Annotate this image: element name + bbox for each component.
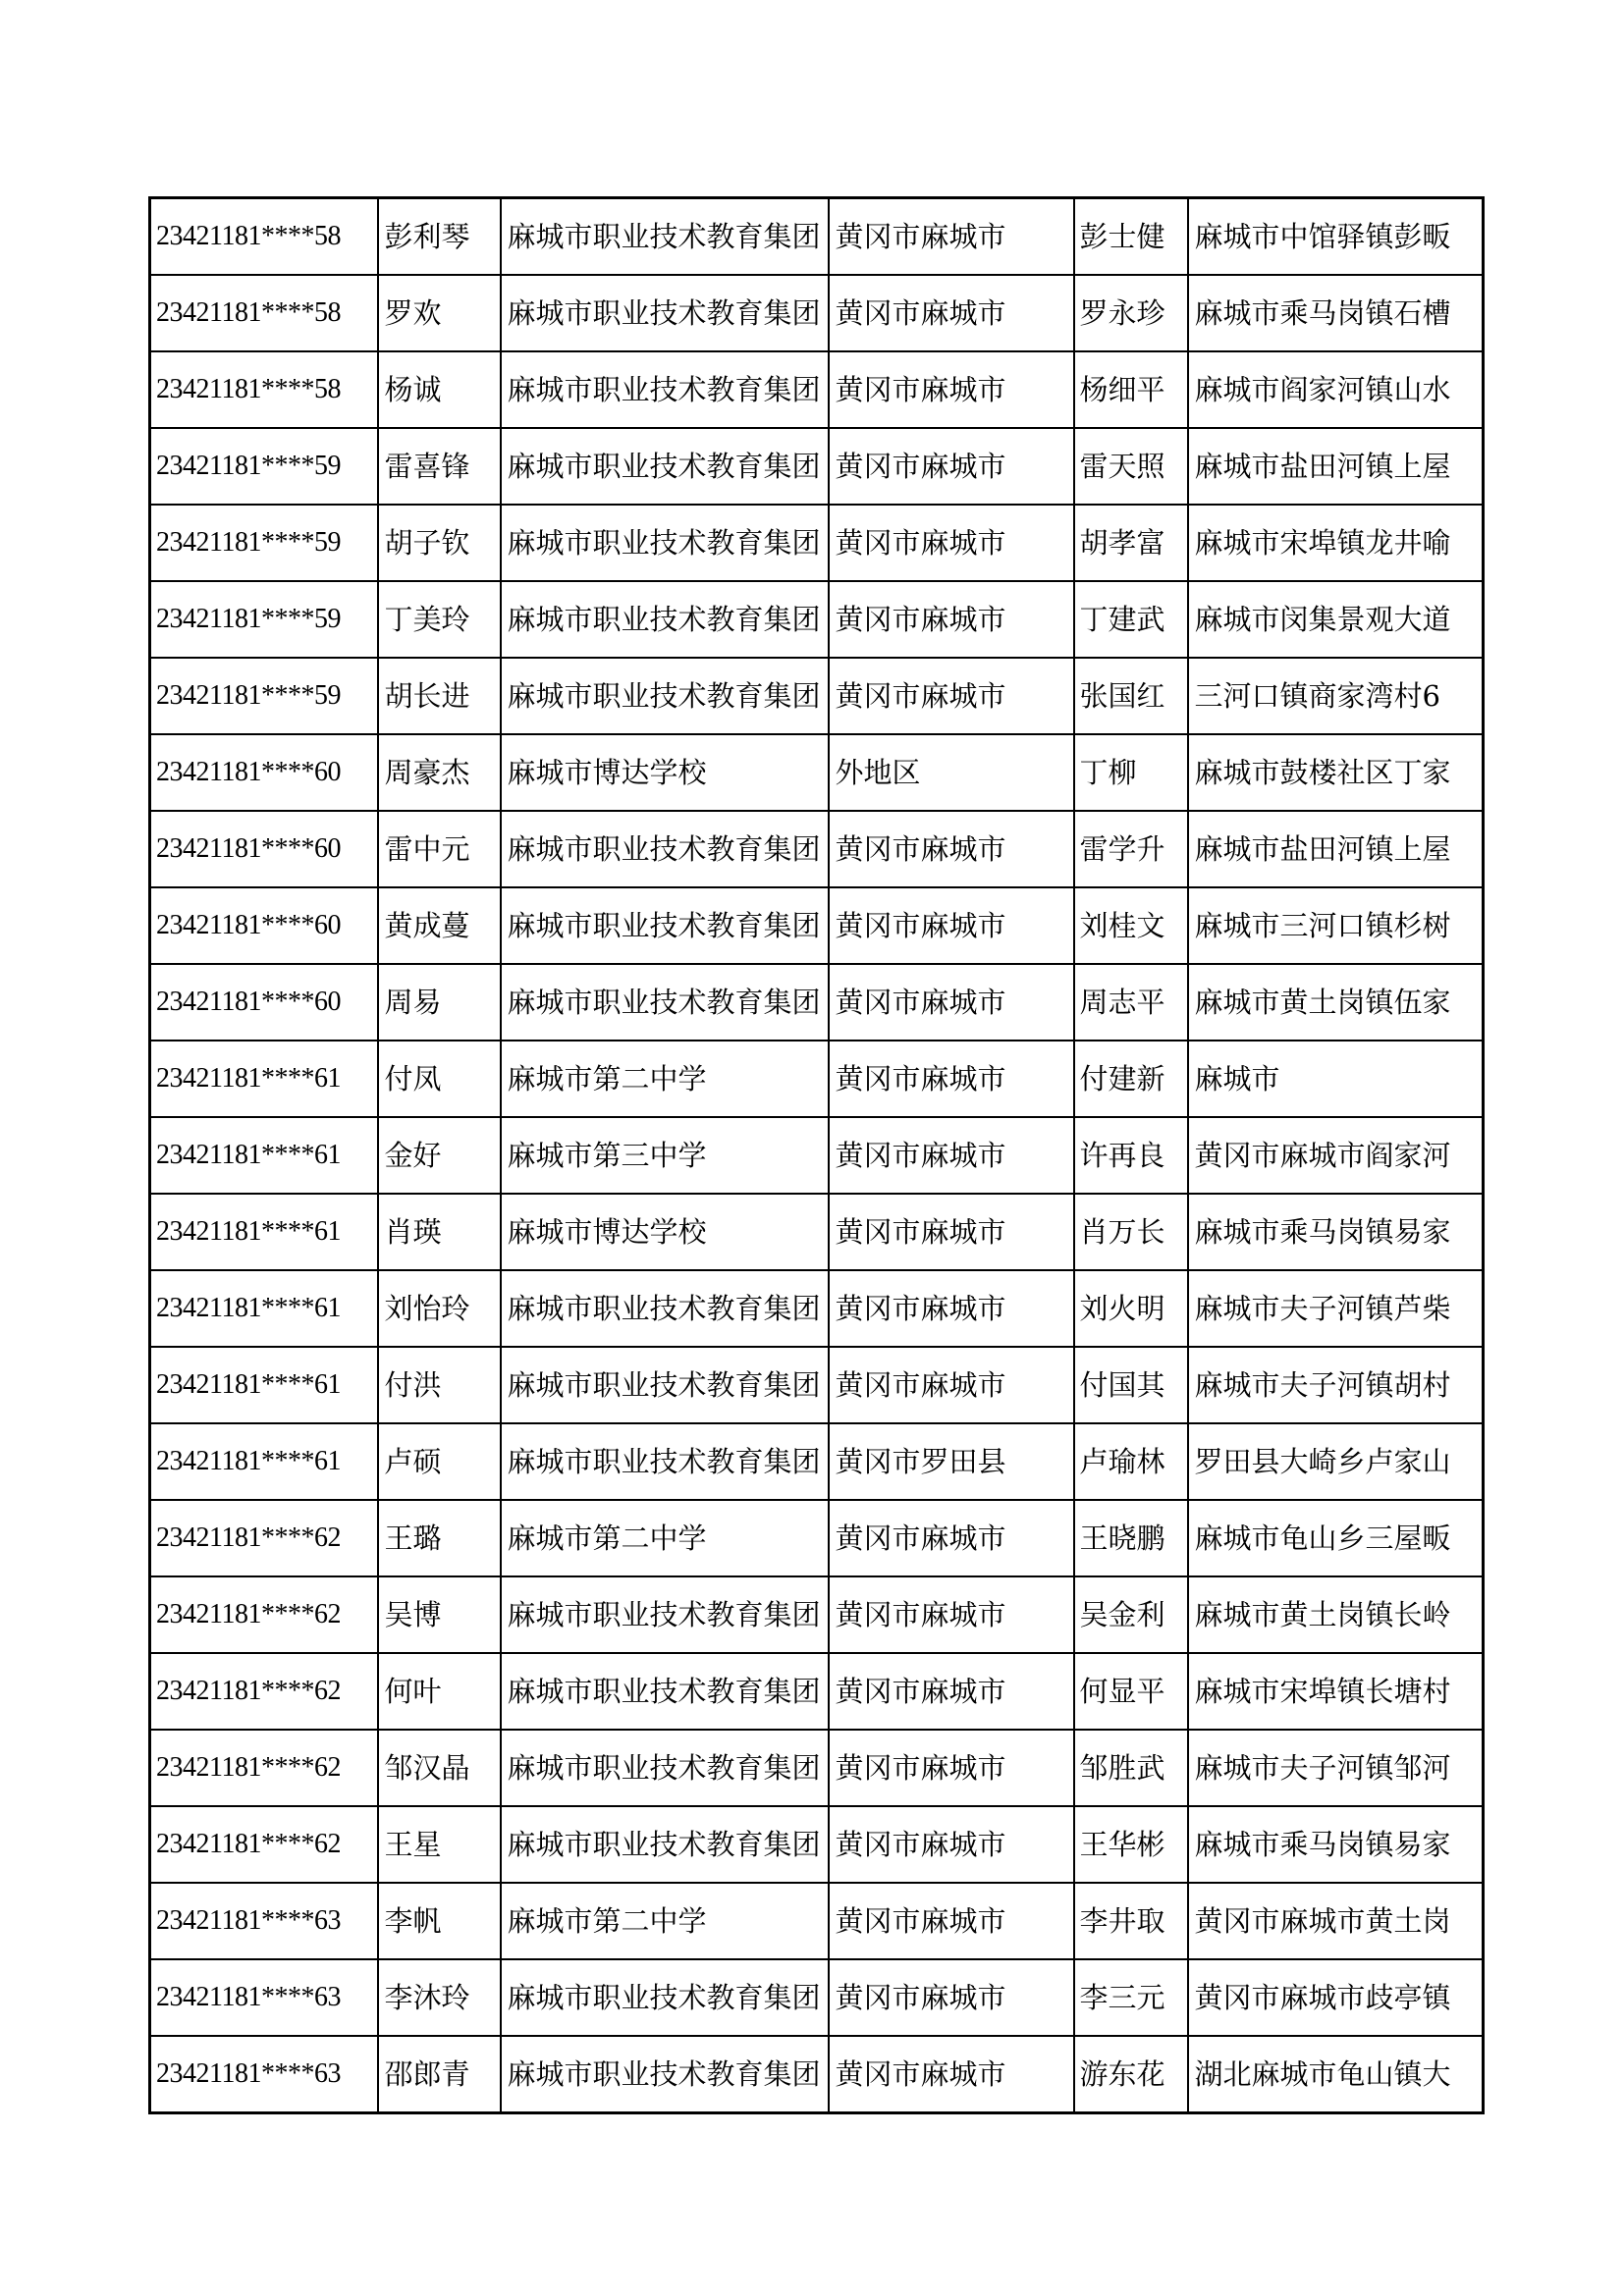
school-cell: 麻城市职业技术教育集团	[501, 1959, 829, 2036]
student-name-cell: 肖瑛	[378, 1194, 501, 1270]
table-row	[150, 1423, 1484, 1500]
guardian-name-cell: 周志平	[1074, 964, 1188, 1041]
guardian-name-cell: 刘火明	[1074, 1270, 1188, 1347]
school-cell: 麻城市第二中学	[501, 1500, 829, 1576]
table-row	[150, 428, 1484, 505]
student-id-cell: 23421181****61	[150, 1041, 378, 1117]
table-row	[150, 1500, 1484, 1576]
student-name-cell: 何叶	[378, 1653, 501, 1730]
student-id-cell: 23421181****62	[150, 1730, 378, 1806]
school-cell: 麻城市职业技术教育集团	[501, 1730, 829, 1806]
region-cell: 黄冈市麻城市	[829, 198, 1074, 276]
table-row	[150, 351, 1484, 428]
address-cell: 麻城市	[1188, 1041, 1484, 1117]
school-cell: 麻城市职业技术教育集团	[501, 581, 829, 658]
table-row	[150, 1194, 1484, 1270]
guardian-name-cell: 何显平	[1074, 1653, 1188, 1730]
address-cell: 麻城市阎家河镇山水	[1188, 351, 1484, 428]
region-cell: 黄冈市麻城市	[829, 964, 1074, 1041]
school-cell: 麻城市职业技术教育集团	[501, 275, 829, 351]
student-id-cell: 23421181****62	[150, 1806, 378, 1883]
table-row	[150, 275, 1484, 351]
school-cell: 麻城市职业技术教育集团	[501, 351, 829, 428]
region-cell: 黄冈市麻城市	[829, 887, 1074, 964]
student-name-cell: 付凤	[378, 1041, 501, 1117]
address-cell: 麻城市夫子河镇芦柴	[1188, 1270, 1484, 1347]
guardian-name-cell: 许再良	[1074, 1117, 1188, 1194]
guardian-name-cell: 雷天照	[1074, 428, 1188, 505]
table-row	[150, 1041, 1484, 1117]
address-cell: 麻城市三河口镇杉树	[1188, 887, 1484, 964]
table-row	[150, 1117, 1484, 1194]
student-name-cell: 黄成蔓	[378, 887, 501, 964]
school-cell: 麻城市职业技术教育集团	[501, 964, 829, 1041]
student-id-cell: 23421181****63	[150, 1959, 378, 2036]
school-cell: 麻城市职业技术教育集团	[501, 887, 829, 964]
address-cell: 麻城市乘马岗镇石槽	[1188, 275, 1484, 351]
address-cell: 黄冈市麻城市歧亭镇	[1188, 1959, 1484, 2036]
table-row	[150, 887, 1484, 964]
guardian-name-cell: 肖万长	[1074, 1194, 1188, 1270]
region-cell: 黄冈市麻城市	[829, 658, 1074, 734]
guardian-name-cell: 吴金利	[1074, 1576, 1188, 1653]
guardian-name-cell: 李三元	[1074, 1959, 1188, 2036]
school-cell: 麻城市职业技术教育集团	[501, 428, 829, 505]
region-cell: 黄冈市麻城市	[829, 1653, 1074, 1730]
region-cell: 黄冈市麻城市	[829, 505, 1074, 581]
region-cell: 黄冈市麻城市	[829, 1883, 1074, 1959]
guardian-name-cell: 丁柳	[1074, 734, 1188, 811]
guardian-name-cell: 罗永珍	[1074, 275, 1188, 351]
address-cell: 黄冈市麻城市阎家河	[1188, 1117, 1484, 1194]
school-cell: 麻城市职业技术教育集团	[501, 811, 829, 887]
student-id-cell: 23421181****61	[150, 1194, 378, 1270]
table-row	[150, 734, 1484, 811]
student-id-cell: 23421181****62	[150, 1576, 378, 1653]
region-cell: 黄冈市麻城市	[829, 1194, 1074, 1270]
table-row	[150, 581, 1484, 658]
address-cell: 麻城市鼓楼社区丁家	[1188, 734, 1484, 811]
student-name-cell: 邵郎青	[378, 2036, 501, 2113]
guardian-name-cell: 彭士健	[1074, 198, 1188, 276]
region-cell: 黄冈市麻城市	[829, 351, 1074, 428]
guardian-name-cell: 李井取	[1074, 1883, 1188, 1959]
region-cell: 外地区	[829, 734, 1074, 811]
student-id-cell: 23421181****59	[150, 505, 378, 581]
region-cell: 黄冈市麻城市	[829, 1270, 1074, 1347]
guardian-name-cell: 王华彬	[1074, 1806, 1188, 1883]
school-cell: 麻城市职业技术教育集团	[501, 198, 829, 276]
address-cell: 黄冈市麻城市黄土岗	[1188, 1883, 1484, 1959]
region-cell: 黄冈市麻城市	[829, 1576, 1074, 1653]
region-cell: 黄冈市麻城市	[829, 1117, 1074, 1194]
school-cell: 麻城市职业技术教育集团	[501, 1576, 829, 1653]
student-name-cell: 吴博	[378, 1576, 501, 1653]
school-cell: 麻城市职业技术教育集团	[501, 2036, 829, 2113]
roster-body	[150, 198, 1484, 2113]
address-cell: 麻城市盐田河镇上屋	[1188, 428, 1484, 505]
table-row	[150, 811, 1484, 887]
table-row	[150, 1576, 1484, 1653]
student-id-cell: 23421181****60	[150, 734, 378, 811]
address-cell: 麻城市黄土岗镇长岭	[1188, 1576, 1484, 1653]
student-name-cell: 胡长进	[378, 658, 501, 734]
table-row	[150, 1959, 1484, 2036]
address-cell: 麻城市乘马岗镇易家	[1188, 1806, 1484, 1883]
guardian-name-cell: 张国红	[1074, 658, 1188, 734]
school-cell: 麻城市职业技术教育集团	[501, 1347, 829, 1423]
address-cell: 麻城市龟山乡三屋畈	[1188, 1500, 1484, 1576]
region-cell: 黄冈市麻城市	[829, 811, 1074, 887]
address-cell: 麻城市宋埠镇长塘村	[1188, 1653, 1484, 1730]
student-id-cell: 23421181****60	[150, 811, 378, 887]
guardian-name-cell: 杨细平	[1074, 351, 1188, 428]
student-name-cell: 杨诚	[378, 351, 501, 428]
student-name-cell: 李帆	[378, 1883, 501, 1959]
region-cell: 黄冈市罗田县	[829, 1423, 1074, 1500]
table-row	[150, 1730, 1484, 1806]
table-row	[150, 964, 1484, 1041]
region-cell: 黄冈市麻城市	[829, 2036, 1074, 2113]
student-id-cell: 23421181****58	[150, 351, 378, 428]
address-cell: 麻城市夫子河镇胡村	[1188, 1347, 1484, 1423]
school-cell: 麻城市职业技术教育集团	[501, 1423, 829, 1500]
student-id-cell: 23421181****59	[150, 428, 378, 505]
table-row	[150, 1806, 1484, 1883]
table-row	[150, 2036, 1484, 2113]
table-row	[150, 1883, 1484, 1959]
school-cell: 麻城市职业技术教育集团	[501, 1270, 829, 1347]
guardian-name-cell: 游东花	[1074, 2036, 1188, 2113]
student-roster-table	[148, 196, 1485, 2114]
student-name-cell: 卢硕	[378, 1423, 501, 1500]
student-name-cell: 雷喜锋	[378, 428, 501, 505]
region-cell: 黄冈市麻城市	[829, 1041, 1074, 1117]
guardian-name-cell: 付国其	[1074, 1347, 1188, 1423]
student-name-cell: 金好	[378, 1117, 501, 1194]
address-cell: 麻城市中馆驿镇彭畈	[1188, 198, 1484, 276]
student-id-cell: 23421181****60	[150, 887, 378, 964]
school-cell: 麻城市博达学校	[501, 734, 829, 811]
school-cell: 麻城市职业技术教育集团	[501, 505, 829, 581]
student-id-cell: 23421181****58	[150, 275, 378, 351]
student-name-cell: 罗欢	[378, 275, 501, 351]
school-cell: 麻城市博达学校	[501, 1194, 829, 1270]
student-id-cell: 23421181****58	[150, 198, 378, 276]
address-cell: 麻城市闵集景观大道	[1188, 581, 1484, 658]
student-name-cell: 彭利琴	[378, 198, 501, 276]
student-name-cell: 周豪杰	[378, 734, 501, 811]
student-name-cell: 丁美玲	[378, 581, 501, 658]
address-cell: 麻城市盐田河镇上屋	[1188, 811, 1484, 887]
student-id-cell: 23421181****59	[150, 581, 378, 658]
address-cell: 三河口镇商家湾村6	[1188, 658, 1484, 734]
table-row	[150, 1270, 1484, 1347]
region-cell: 黄冈市麻城市	[829, 1347, 1074, 1423]
student-id-cell: 23421181****61	[150, 1117, 378, 1194]
student-name-cell: 胡子钦	[378, 505, 501, 581]
student-name-cell: 李沐玲	[378, 1959, 501, 2036]
student-id-cell: 23421181****60	[150, 964, 378, 1041]
region-cell: 黄冈市麻城市	[829, 275, 1074, 351]
school-cell: 麻城市第二中学	[501, 1041, 829, 1117]
address-cell: 麻城市黄土岗镇伍家	[1188, 964, 1484, 1041]
region-cell: 黄冈市麻城市	[829, 1500, 1074, 1576]
table-row	[150, 1347, 1484, 1423]
student-name-cell: 王璐	[378, 1500, 501, 1576]
region-cell: 黄冈市麻城市	[829, 1730, 1074, 1806]
guardian-name-cell: 付建新	[1074, 1041, 1188, 1117]
guardian-name-cell: 卢瑜林	[1074, 1423, 1188, 1500]
student-name-cell: 付洪	[378, 1347, 501, 1423]
address-cell: 麻城市夫子河镇邹河	[1188, 1730, 1484, 1806]
student-id-cell: 23421181****63	[150, 2036, 378, 2113]
student-name-cell: 王星	[378, 1806, 501, 1883]
guardian-name-cell: 雷学升	[1074, 811, 1188, 887]
region-cell: 黄冈市麻城市	[829, 581, 1074, 658]
guardian-name-cell: 丁建武	[1074, 581, 1188, 658]
guardian-name-cell: 王晓鹏	[1074, 1500, 1188, 1576]
region-cell: 黄冈市麻城市	[829, 428, 1074, 505]
table-row	[150, 505, 1484, 581]
table-row	[150, 658, 1484, 734]
guardian-name-cell: 刘桂文	[1074, 887, 1188, 964]
school-cell: 麻城市职业技术教育集团	[501, 1653, 829, 1730]
school-cell: 麻城市第二中学	[501, 1883, 829, 1959]
student-name-cell: 刘怡玲	[378, 1270, 501, 1347]
address-cell: 麻城市宋埠镇龙井喻	[1188, 505, 1484, 581]
table-row	[150, 1653, 1484, 1730]
student-name-cell: 周易	[378, 964, 501, 1041]
student-name-cell: 雷中元	[378, 811, 501, 887]
student-id-cell: 23421181****61	[150, 1347, 378, 1423]
student-id-cell: 23421181****61	[150, 1423, 378, 1500]
school-cell: 麻城市职业技术教育集团	[501, 1806, 829, 1883]
guardian-name-cell: 胡孝富	[1074, 505, 1188, 581]
address-cell: 罗田县大崎乡卢家山	[1188, 1423, 1484, 1500]
region-cell: 黄冈市麻城市	[829, 1959, 1074, 2036]
student-id-cell: 23421181****62	[150, 1653, 378, 1730]
address-cell: 麻城市乘马岗镇易家	[1188, 1194, 1484, 1270]
school-cell: 麻城市第三中学	[501, 1117, 829, 1194]
student-id-cell: 23421181****63	[150, 1883, 378, 1959]
student-id-cell: 23421181****62	[150, 1500, 378, 1576]
table-row	[150, 198, 1484, 276]
region-cell: 黄冈市麻城市	[829, 1806, 1074, 1883]
guardian-name-cell: 邹胜武	[1074, 1730, 1188, 1806]
student-name-cell: 邹汉晶	[378, 1730, 501, 1806]
address-cell: 湖北麻城市龟山镇大	[1188, 2036, 1484, 2113]
student-id-cell: 23421181****61	[150, 1270, 378, 1347]
student-id-cell: 23421181****59	[150, 658, 378, 734]
school-cell: 麻城市职业技术教育集团	[501, 658, 829, 734]
